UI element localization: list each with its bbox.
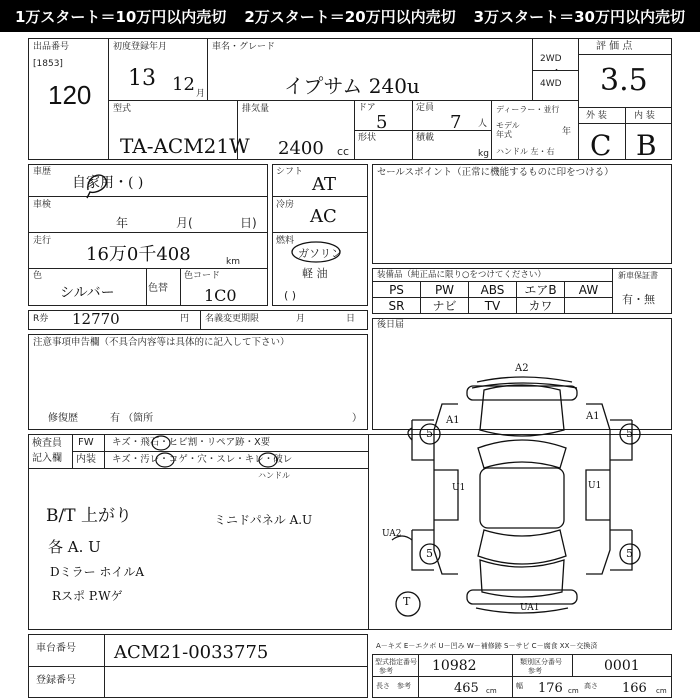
grade-value: 3.5 — [600, 63, 648, 98]
grade-label: 評 価 点 — [596, 41, 633, 52]
name-label: 車名・グレード — [212, 42, 276, 52]
inspector-circle-marks — [150, 433, 290, 469]
history-circle-mark — [84, 168, 110, 200]
inspector-note-5: ミニドパネル A.U — [214, 513, 313, 527]
inspector-note-1: B/T 上がり — [46, 506, 132, 526]
history-label: 車歴 — [33, 167, 52, 177]
fuel-diesel: 軽 油 — [302, 267, 328, 280]
recycle-value: 12770 — [72, 310, 120, 328]
displacement-unit: cc — [337, 145, 350, 158]
model-year-label: モデル 年式 — [496, 121, 520, 139]
fuel-other: ( ) — [284, 289, 297, 302]
mark-5-rear-left: 5 — [426, 547, 433, 560]
width-unit: cm — [568, 687, 579, 695]
mark-5-front-right: 5 — [626, 427, 633, 440]
inspector-note-2: 各 A. U — [48, 538, 101, 556]
model-year-unit: 年 — [562, 127, 572, 137]
banner-tier-1: 1万スタート＝10万円以内売切 — [15, 7, 227, 26]
height-unit: cm — [656, 687, 667, 695]
doors-label: ドア — [358, 103, 376, 113]
capacity-label: 定員 — [416, 103, 435, 113]
color-label: 色 — [33, 271, 43, 281]
mark-ua2: UA2 — [382, 529, 402, 539]
width-value: 176 — [538, 681, 563, 696]
notes-label: 注意事項申告欄（不具合内容等は具体的に記入して下さい） — [33, 337, 290, 348]
fuel-circle-mark — [290, 240, 342, 264]
capacity-value: 7 — [450, 112, 462, 133]
category-label: 類別区分番号 — [520, 658, 562, 666]
inspection-day: 日) — [240, 216, 257, 230]
ac-value: AC — [310, 206, 337, 227]
equipment-cell: カワ — [517, 298, 565, 314]
equipment-cell: エアB — [517, 282, 565, 298]
category-value: 0001 — [604, 658, 640, 674]
length-value: 465 — [454, 681, 479, 696]
mark-a2-front: A2 — [515, 363, 529, 374]
mark-5-rear-right: 5 — [626, 547, 633, 560]
repair-label: 修復歴 — [48, 413, 78, 424]
fw-items: キズ・飛石・ヒビ割・リペア跡・X要 — [112, 437, 271, 448]
registration-label: 登録番号 — [36, 675, 76, 686]
equipment-cell: SR — [373, 298, 421, 314]
lot-number: 120 — [48, 80, 92, 110]
mileage-value: 16万0千408 — [86, 244, 191, 265]
drive-2wd: 2WD — [540, 54, 562, 64]
first-reg-month: 12 — [172, 74, 195, 95]
fuel-gasoline: ガソリン — [298, 247, 342, 260]
handle-label: ハンドル 左・右 — [496, 147, 555, 156]
equipment-cell: ナビ — [421, 298, 469, 314]
load-unit: kg — [478, 149, 489, 159]
title-expiry-label: 名義変更期限 — [205, 314, 260, 324]
inspection-year: 年 — [116, 216, 129, 230]
fuel-label: 燃料 — [276, 236, 295, 246]
equipment-cell: PS — [373, 282, 421, 298]
displacement-value: 2400 — [278, 138, 324, 159]
repair-value: 有 （箇所 — [110, 413, 154, 424]
sales-point-block — [372, 164, 672, 264]
lot-label: 出品番号 — [33, 42, 70, 52]
load-label: 積載 — [416, 133, 435, 143]
shift-value: AT — [312, 174, 337, 195]
ref-label-3: 参考 — [397, 682, 411, 690]
shape-label: 形状 — [358, 133, 377, 143]
mark-spare-t: T — [403, 595, 411, 608]
after-fit-label: 後日届 — [377, 320, 405, 330]
damage-legend: A－キズ E－エクボ U－凹み W－補修跡 S－サビ C－腐食 XX－交換済 — [376, 642, 598, 650]
inspection-label: 車検 — [33, 200, 52, 210]
equipment-cell: TV — [469, 298, 517, 314]
first-reg-unit: 月 — [196, 89, 206, 99]
name-value: イプサム 240u — [284, 74, 420, 98]
first-reg-year: 13 — [128, 66, 156, 91]
inspector-note-3: Dミラー ホイルA — [50, 565, 145, 579]
inspector-note-4: Rスポ P.Wゲ — [52, 589, 123, 603]
title-month: 月 — [296, 314, 306, 324]
interior-items: キズ・汚レ・コゲ・穴・スレ・キレ・破レ — [112, 454, 293, 465]
mark-u1-left: U1 — [452, 483, 466, 493]
equipment-cell: ABS — [469, 282, 517, 298]
inspection-month: 月( — [176, 216, 193, 230]
mark-ua1: UA1 — [520, 603, 540, 613]
equipment-cell — [565, 298, 613, 314]
first-reg-label: 初度登録年月 — [113, 42, 168, 52]
displacement-label: 排気量 — [242, 104, 270, 114]
exterior-grade: C — [590, 129, 612, 162]
doors-value: 5 — [376, 112, 388, 133]
recycle-unit: 円 — [180, 314, 190, 324]
exterior-label: 外 装 — [586, 111, 607, 121]
color-value: シルバー — [60, 285, 115, 301]
ref-label-1: 参考 — [379, 667, 393, 675]
mark-5-front-left: 5 — [426, 427, 433, 440]
interior-grade: B — [636, 129, 657, 162]
interior-check-label: 内装 — [76, 454, 96, 465]
mileage-unit: km — [226, 257, 240, 267]
repair-close: ） — [352, 413, 362, 424]
mileage-label: 走行 — [33, 236, 52, 246]
warranty-label: 新車保証書 — [618, 271, 658, 280]
type-approval-value: 10982 — [432, 658, 477, 674]
capacity-unit: 人 — [478, 119, 488, 129]
auction-banner — [0, 0, 700, 32]
recycle-label: R券 — [33, 314, 49, 324]
notes-block — [28, 334, 368, 430]
mark-u1-right: U1 — [588, 481, 602, 491]
inspector-label: 検査員 — [32, 438, 62, 449]
dealer-label: ディーラー・並行 — [496, 105, 560, 114]
banner-tier-3: 3万スタート＝30万円以内売切 — [473, 7, 685, 26]
width-label: 幅 — [516, 682, 523, 690]
banner-tier-2: 2万スタート＝20万円以内売切 — [244, 7, 456, 26]
model-label: 型式 — [113, 104, 132, 114]
chassis-value: ACM21-0033775 — [114, 642, 269, 663]
chassis-label: 車台番号 — [36, 643, 76, 654]
color-swap-label: 色替 — [148, 283, 168, 294]
ref-label-2: 参考 — [528, 667, 542, 675]
length-unit: cm — [486, 687, 497, 695]
height-label: 高さ — [584, 682, 598, 690]
history-value: 自家用・( ) — [72, 175, 144, 191]
drive-4wd: 4WD — [540, 79, 562, 89]
shift-label: シフト — [276, 167, 304, 177]
title-day: 日 — [346, 314, 356, 324]
inspector-scribble: ハンドル — [258, 471, 290, 480]
lot-sub: [1853] — [33, 59, 63, 69]
color-code-value: 1C0 — [204, 286, 237, 305]
drive-dot: ・ — [552, 66, 562, 76]
equipment-cell: PW — [421, 282, 469, 298]
height-value: 166 — [622, 681, 647, 696]
warranty-value: 有・無 — [622, 293, 655, 306]
model-value: TA-ACM21W — [120, 134, 250, 158]
equipment-cell: AW — [565, 282, 613, 298]
interior-label: 内 装 — [634, 111, 655, 121]
color-code-label: 色コード — [184, 271, 221, 281]
type-approval-label: 型式指定番号 — [375, 658, 417, 666]
equipment-label: 装備品（純正品に限り○をつけてください） — [377, 270, 546, 280]
inspector-label-2: 記入欄 — [32, 453, 62, 464]
sales-point-label: セールスポイント（正常に機能するものに印をつける） — [377, 167, 614, 178]
mark-a1-right: A1 — [586, 411, 600, 422]
ac-label: 冷房 — [276, 200, 295, 210]
length-label: 長さ — [376, 682, 390, 690]
fw-label: FW — [78, 437, 94, 448]
mark-a1-left: A1 — [446, 415, 460, 426]
car-damage-diagram — [372, 360, 672, 630]
